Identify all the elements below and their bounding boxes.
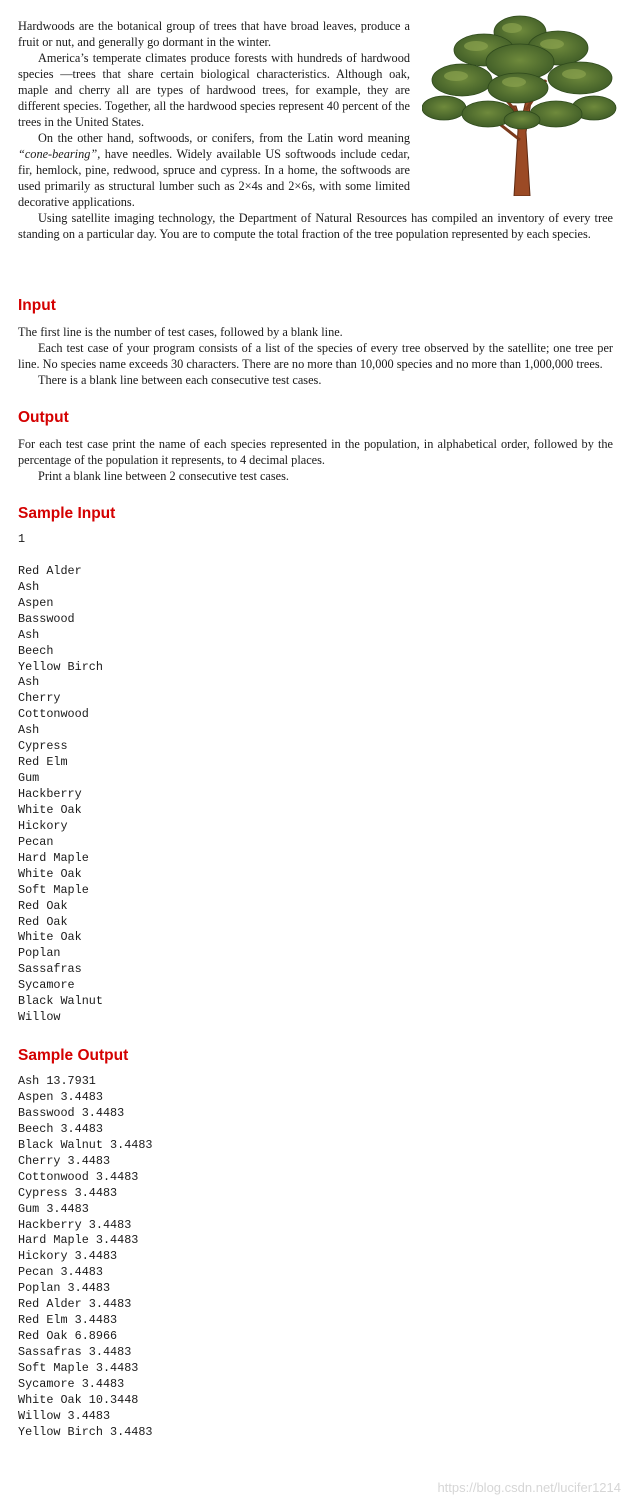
intro-paragraph-2: America’s temperate climates produce forests with hundreds of hardwood species —trees that share certain biological characteristics. Although oak, maple and cherry all are types of hardwood trees, for example, they are different species. Together, all the hardwood species represent 40 percent of the trees in the United States.	[18, 51, 410, 129]
problem-statement	[18, 18, 613, 1441]
watermark-url: https://blog.csdn.net/lucifer1214	[437, 1480, 621, 1495]
tree-illustration	[422, 10, 618, 196]
input-paragraph-2: Each test case of your program consists of a list of the species of every tree observed by the satellite; one tree per line. No species name exceeds 30 characters. There are no more than 10,000 species and no more than 1,000,000 trees.	[18, 341, 613, 371]
input-heading: Input	[18, 297, 56, 314]
input-paragraph-1: The first line is the number of test cases, followed by a blank line.	[18, 325, 343, 339]
intro-section	[18, 18, 613, 276]
sample-input-heading: Sample Input	[18, 505, 116, 522]
input-paragraph-3: There is a blank line between each consecutive test cases.	[38, 373, 322, 387]
intro-paragraph-3-end: , have needles. Widely available US softwoods include cedar, fir, hemlock, pine, redwood, spruce and cypress. In a home, the softwoods are used primarily as structural lumber such as 2×4s and 2×6s, with some limited decorative applications.	[18, 147, 410, 209]
intro-paragraph-4: Using satellite imaging technology, the Department of Natural Resources has compiled an inventory of every tree standing on a particular day. You are to compute the total fraction of the tree population represented by each species.	[18, 211, 613, 241]
intro-paragraph-3-emphasis: “cone-bearing”	[18, 147, 98, 161]
output-heading: Output	[18, 409, 69, 426]
intro-paragraph-3	[18, 130, 410, 210]
output-paragraph-2: Print a blank line between 2 consecutive test cases.	[38, 469, 289, 483]
sample-output-heading: Sample Output	[18, 1047, 129, 1065]
sample-input-block: 1 Red Alder Ash Aspen Basswood Ash Beech Yellow Birch Ash Cherry Cottonwood Ash Cypress Red Elm Gum Hackberry White Oak Hickory Pecan Hard Maple White Oak Soft Maple Red Oak Red Oak White Oak Poplan Sassafras Sycamore Black Walnut Willow	[18, 532, 103, 1025]
sample-output-block: Ash 13.7931 Aspen 3.4483 Basswood 3.4483 Beech 3.4483 Black Walnut 3.4483 Cherry 3.4483 Cottonwood 3.4483 Cypress 3.4483 Gum 3.4483 Hackberry 3.4483 Hard Maple 3.4483 Hickory 3.4483 Pecan 3.4483 Poplan 3.4483 Red Alder 3.4483 Red Elm 3.4483 Red Oak 6.8966 Sassafras 3.4483 Soft Maple 3.4483 Sycamore 3.4483 White Oak 10.3448 Willow 3.4483 Yellow Birch 3.4483	[18, 1074, 153, 1439]
intro-paragraph-1: Hardwoods are the botanical group of trees that have broad leaves, produce a fruit or nut, and generally go dormant in the winter.	[18, 19, 410, 49]
intro-paragraph-3-start: On the other hand, softwoods, or conifers, from the Latin word meaning	[38, 131, 410, 145]
output-paragraph-1: For each test case print the name of each species represented in the population, in alphabetical order, followed by the percentage of the population it represents, to 4 decimal places.	[18, 437, 613, 467]
